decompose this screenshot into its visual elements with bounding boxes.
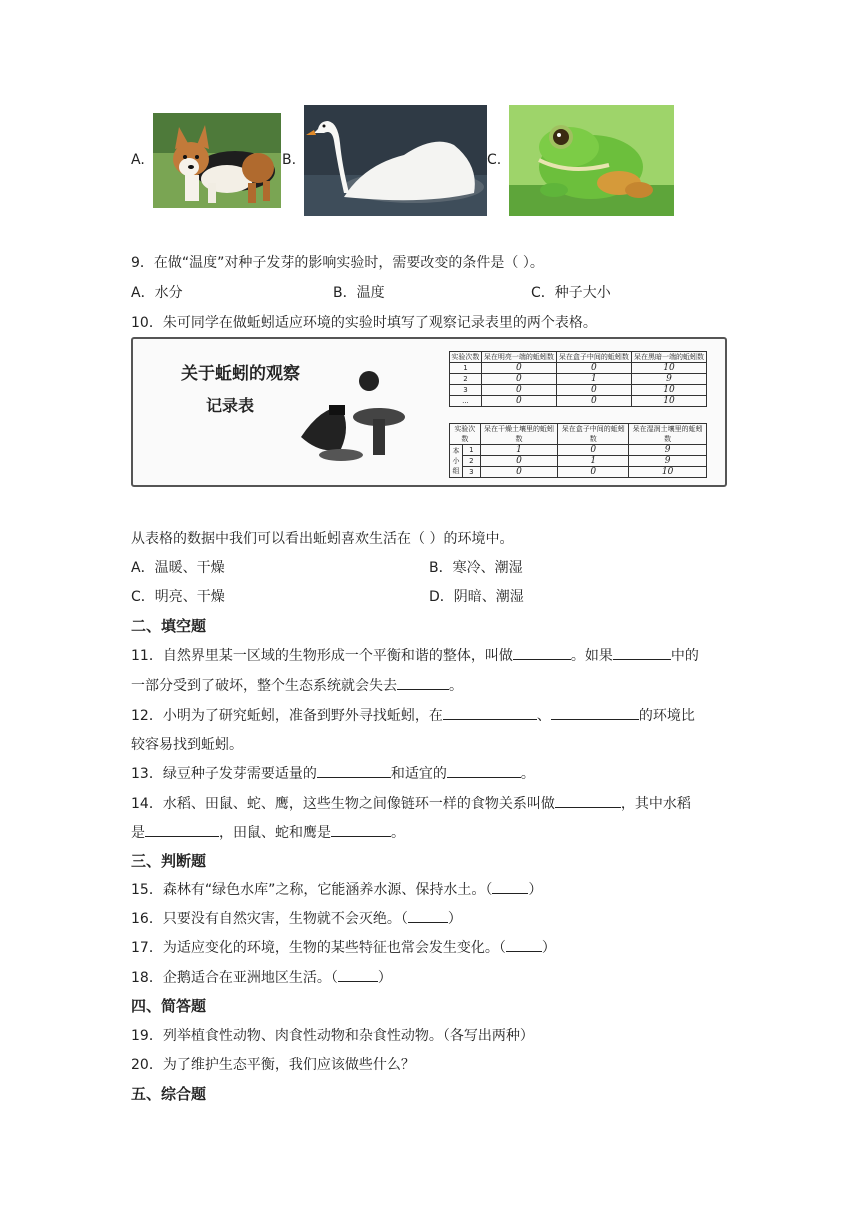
t2-cell: 1 [480,445,558,456]
t1-cell: 0 [556,363,631,374]
paren-open: （ [400,911,408,927]
q11-text: 中的 [670,648,699,664]
answer-blank[interactable] [613,645,671,660]
question-14-line-2 [131,822,405,842]
t2-cell: 9 [629,456,707,467]
paren-open: （ [330,970,338,986]
q14-text: ，其中水稻 [620,796,691,812]
t2-cell: 1 [463,445,481,456]
record-title-1: 关于蚯蚓的观察 [181,364,300,384]
answer-blank[interactable] [513,645,571,660]
t1-cell: 1 [556,374,631,385]
judgement-blank[interactable] [408,908,448,923]
section-4-heading: 四、简答题 [131,997,207,1015]
white-swan-image [304,105,487,216]
q12-text: 的环境比 [638,708,695,724]
q17-text: 17．为适应变化的环境，生物的某些特征也常会发生变化。 [131,940,499,956]
paren-close: ） [541,940,556,956]
t2-cell: 0 [480,467,558,478]
question-16 [131,908,462,928]
t2-cell: 10 [629,467,707,478]
question-14-line-1 [131,793,691,813]
t2-cell: 0 [558,467,629,478]
answer-blank[interactable] [447,763,521,778]
t2-header: 呆在盒子中间的蚯蚓数 [558,424,629,445]
q14-text: ，田鼠、蛇和鹰是 [219,825,331,841]
q13-text: 和适宜的 [390,766,447,782]
paren-close: ） [377,970,392,986]
question-12-line-2: 较容易找到蚯蚓。 [131,737,243,753]
answer-blank[interactable] [551,705,639,720]
t2-cell: 0 [558,445,629,456]
t1-header: 呆在明亮一端的蚯蚓数 [481,352,556,363]
t1-cell: 0 [556,385,631,396]
answer-blank[interactable] [443,705,537,720]
section-5-heading: 五、综合题 [131,1085,207,1103]
t1-cell: 0 [481,385,556,396]
section-3-heading: 三、判断题 [131,852,207,870]
record-table-moisture [449,423,707,478]
paren-open: （ [498,940,506,956]
answer-blank[interactable] [397,675,449,690]
t1-cell: 9 [631,374,706,385]
corgi-dog-image [153,113,281,208]
q12-text: 、 [536,708,551,724]
t2-cell: 9 [629,445,707,456]
t1-cell: ... [450,396,482,407]
t2-cell: 1 [558,456,629,467]
t1-cell: 10 [631,385,706,396]
q13-text: 13．绿豆种子发芽需要适量的 [131,766,317,782]
q11-text: 。如果 [570,648,613,664]
q11-text: 11．自然界里某一区域的生物形成一个平衡和谐的整体，叫做 [131,648,513,664]
judgement-blank[interactable] [338,967,378,982]
q9-option-a[interactable]: A．水分 [131,285,183,301]
question-17 [131,937,556,957]
question-11-line-1 [131,645,699,665]
question-10-prompt: 从表格的数据中我们可以看出蚯蚓喜欢生活在（ ）的环境中。 [131,531,514,547]
record-title-2: 记录表 [206,396,255,415]
question-20: 20．为了维护生态平衡，我们应该做些什么？ [131,1057,415,1073]
q14-text: 14．水稻、田鼠、蛇、鹰，这些生物之间像链环一样的食物关系叫做 [131,796,555,812]
earthworm-record-figure [131,337,727,487]
q15-text: 15．森林有“绿色水库”之称，它能涵养水源、保持水土。 [131,882,486,898]
q10-option-c[interactable]: C．明亮、干燥 [131,589,225,605]
option-a-label: A. [131,152,145,168]
t1-cell: 0 [481,363,556,374]
paren-close: ） [528,882,543,898]
q11-text: 。 [449,678,463,694]
t1-cell: 0 [481,374,556,385]
q10-option-b[interactable]: B．寒冷、潮湿 [429,560,523,576]
t1-header: 呆在盒子中间的蚯蚓数 [556,352,631,363]
t1-header: 实验次数 [451,353,480,361]
answer-blank[interactable] [317,763,391,778]
t1-cell: 0 [556,396,631,407]
t1-cell: 3 [450,385,482,396]
question-18 [131,967,392,987]
record-table-light [449,351,707,407]
question-12-line-1 [131,705,695,725]
option-c-label: C. [487,152,502,168]
green-frog-image [509,105,674,216]
q11-text: 一部分受到了破坏，整个生态系统就会失去 [131,678,397,694]
q18-text: 18．企鹅适合在亚洲地区生活。 [131,970,331,986]
q10-option-d[interactable]: D．阴暗、潮湿 [429,589,524,605]
t2-header: 实验次数 [450,424,481,445]
question-11-line-2 [131,675,463,695]
answer-blank[interactable] [331,822,391,837]
answer-blank[interactable] [555,793,621,808]
t2-cell: 0 [480,456,558,467]
option-b-label: B. [282,152,297,168]
t1-cell: 10 [631,396,706,407]
question-13 [131,763,535,783]
q14-text: 是 [131,825,145,841]
t1-cell: 0 [481,396,556,407]
t2-cell: 2 [463,456,481,467]
paren-open: （ [485,882,493,898]
t1-cell: 1 [450,363,482,374]
t2-header: 呆在湿润土壤里的蚯蚓数 [629,424,707,445]
q9-option-c[interactable]: C．种子大小 [531,285,611,301]
t1-cell: 2 [450,374,482,385]
t1-cell: 10 [631,363,706,374]
paren-close: ） [447,911,462,927]
section-2-heading: 二、填空题 [131,617,207,635]
q10-option-a[interactable]: A．温暖、干燥 [131,560,225,576]
t1-header: 呆在黑暗一端的蚯蚓数 [631,352,706,363]
q12-text: 12．小明为了研究蚯蚓，准备到野外寻找蚯蚓，在 [131,708,443,724]
t2-cell: 3 [463,467,481,478]
t2-header: 呆在干燥土壤里的蚯蚓数 [480,424,558,445]
judgement-blank[interactable] [506,937,542,952]
question-19: 19．列举植食性动物、肉食性动物和杂食性动物。（各写出两种） [131,1028,534,1044]
q9-option-b[interactable]: B．温度 [333,285,385,301]
q16-text: 16．只要没有自然灾害，生物就不会灭绝。 [131,911,401,927]
q13-text: 。 [520,766,535,782]
q14-text: 。 [391,825,405,841]
question-15 [131,879,542,899]
question-9: 9．在做“温度”对种子发芽的影响实验时，需要改变的条件是（ ）。 [131,255,544,271]
t2-side-label: 本小组 [450,445,463,478]
answer-blank[interactable] [145,822,219,837]
experiment-illustration [291,367,421,467]
judgement-blank[interactable] [492,879,528,894]
question-10: 10．朱可同学在做蚯蚓适应环境的实验时填写了观察记录表里的两个表格。 [131,315,597,331]
